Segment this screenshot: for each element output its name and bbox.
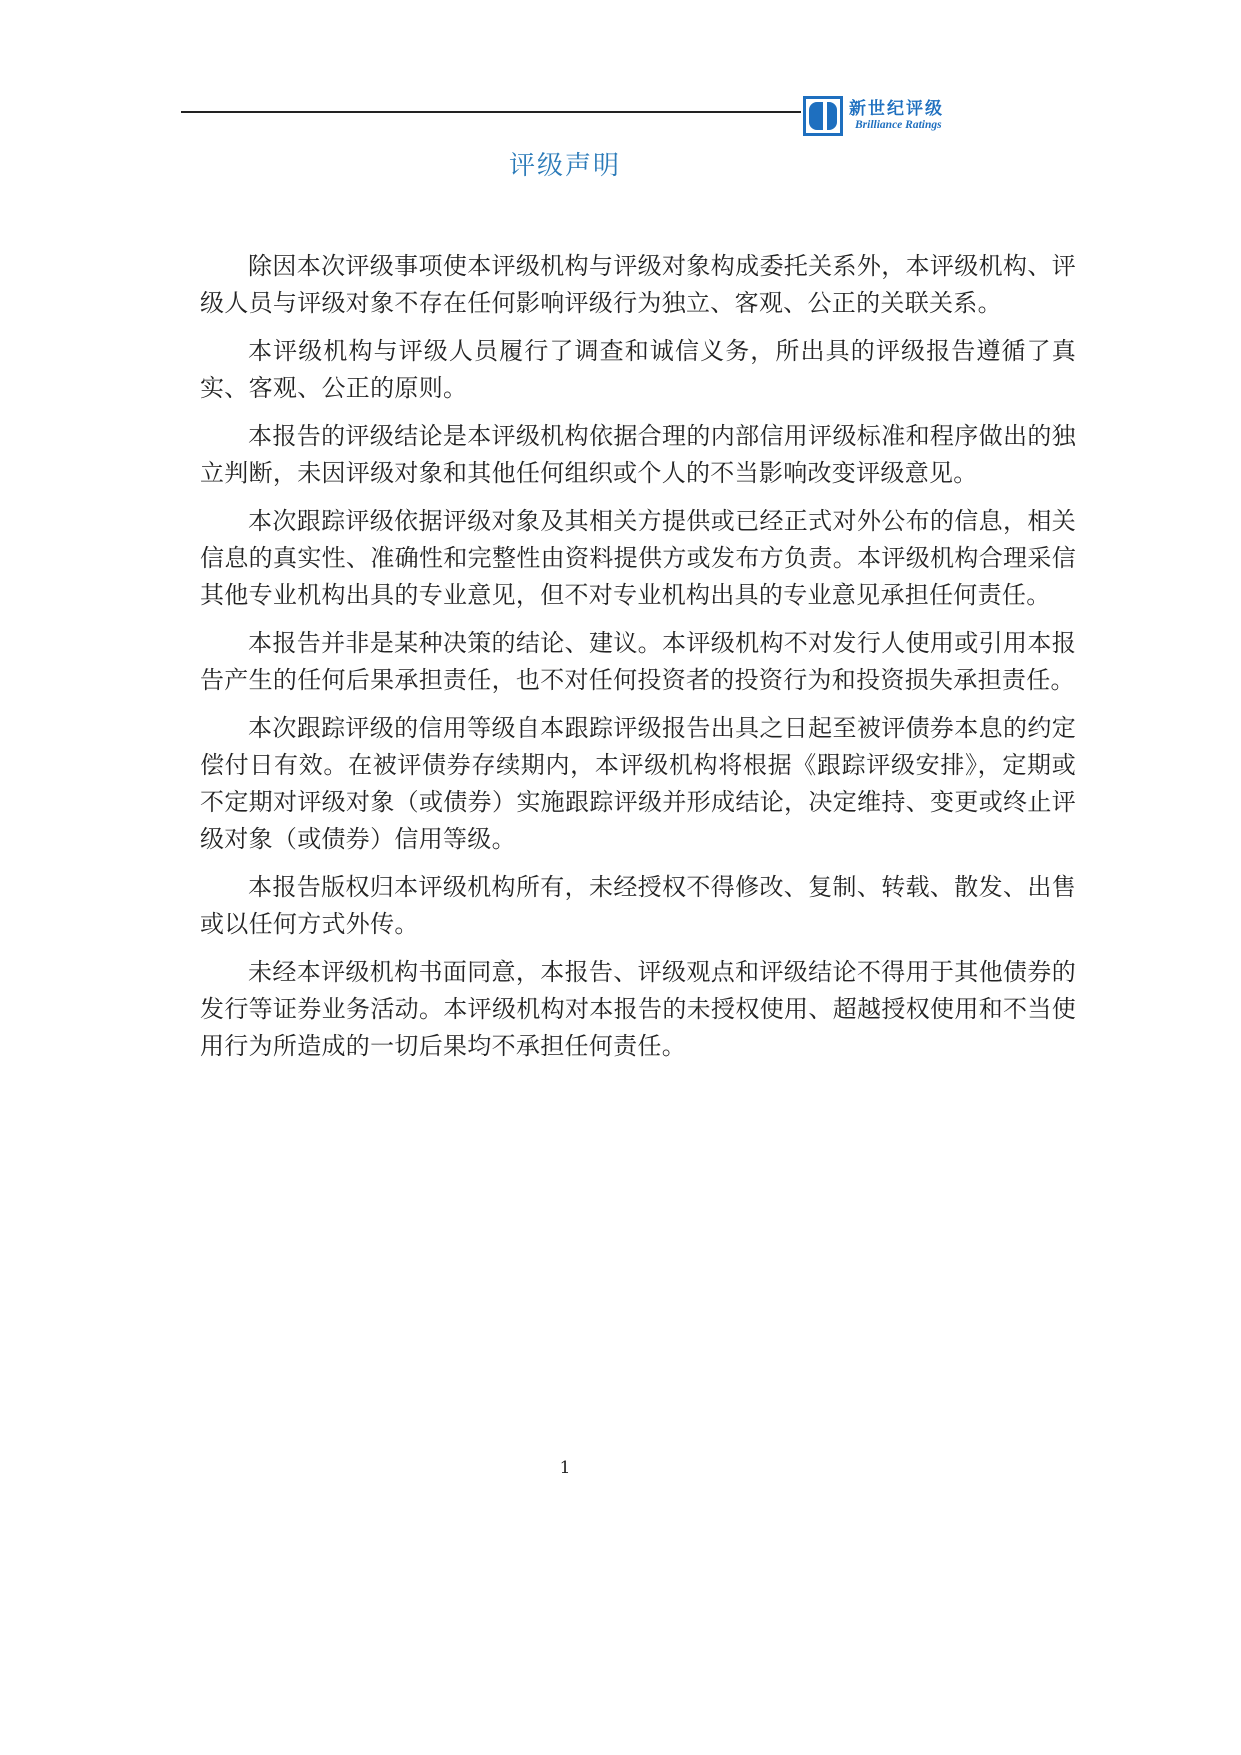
paragraph: 本评级机构与评级人员履行了调查和诚信义务，所出具的评级报告遵循了真实、客观、公正的原则。 [200,337,1076,402]
paragraph: 除因本次评级事项使本评级机构与评级对象构成委托关系外，本评级机构、评级人员与评级对象不存在任何影响评级行为独立、客观、公正的关联关系。 [200,252,1076,317]
logo-english-name: Brilliance Ratings [855,119,942,131]
paragraph: 本报告版权归本评级机构所有，未经授权不得修改、复制、转载、散发、出售或以任何方式外传。 [200,873,1076,938]
page-number: 1 [559,1458,571,1478]
paragraph: 未经本评级机构书面同意，本报告、评级观点和评级结论不得用于其他债券的发行等证券业务活动。本评级机构对本报告的未授权使用、超越授权使用和不当使用行为所造成的一切后果均不承担任何责任。 [200,958,1076,1060]
brilliance-ratings-logo [803,94,963,146]
page-title: 评级声明 [508,151,621,181]
paragraph: 本报告的评级结论是本评级机构依据合理的内部信用评级标准和程序做出的独立判断，未因评级对象和其他任何组织或个人的不当影响改变评级意见。 [200,422,1076,487]
sb-logo-icon [803,96,843,136]
paragraph: 本次跟踪评级依据评级对象及其相关方提供或已经正式对外公布的信息，相关信息的真实性、准确性和完整性由资料提供方或发布方负责。本评级机构合理采信其他专业机构出具的专业意见，但不对专业机构出具的专业意见承担任何责任。 [200,507,1076,609]
paragraph: 本报告并非是某种决策的结论、建议。本评级机构不对发行人使用或引用本报告产生的任何后果承担责任，也不对任何投资者的投资行为和投资损失承担责任。 [200,629,1076,694]
paragraph: 本次跟踪评级的信用等级自本跟踪评级报告出具之日起至被评债券本息的约定偿付日有效。在被评债券存续期内，本评级机构将根据《跟踪评级安排》，定期或不定期对评级对象（或债券）实施跟踪评级并形成结论，决定维持、变更或终止评级对象（或债券）信用等级。 [200,714,1076,853]
logo-chinese-name: 新世纪评级 [849,99,944,119]
statement-body [200,248,1076,1076]
header-rule [181,111,801,113]
